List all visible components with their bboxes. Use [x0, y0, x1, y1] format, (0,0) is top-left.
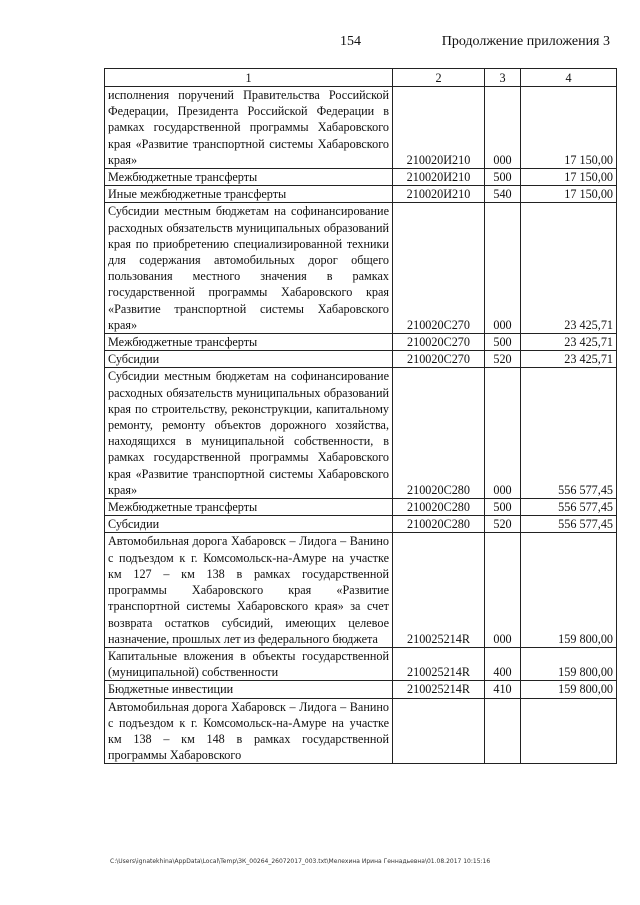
- table-row: [105, 516, 617, 533]
- row-type: 410: [485, 681, 521, 698]
- row-code: 210025214R: [393, 681, 485, 698]
- table-row: [105, 169, 617, 186]
- row-amount-empty: [521, 698, 617, 764]
- column-header: 3: [485, 69, 521, 87]
- row-type: 400: [485, 647, 521, 680]
- row-name: Автомобильная дорога Хабаровск – Лидога – Ванино с подъездом к г. Комсомольск-на-Амуре на участке км 138 – км 148 в рамках государственной программы Хабаровского: [105, 698, 393, 764]
- row-type: 000: [485, 87, 521, 169]
- row-code: 210020С270: [393, 351, 485, 368]
- row-code: 210020С280: [393, 368, 485, 499]
- row-type: 000: [485, 533, 521, 647]
- row-type: 000: [485, 368, 521, 499]
- row-type: 520: [485, 351, 521, 368]
- table-row: [105, 368, 617, 499]
- row-name: Субсидии местным бюджетам на софинансирование расходных обязательств муниципальных образований края по строительству, реконструкции, капитальному ремонту, ремонту объектов дорожного хозяйства, находящихся в муниципальной собственности, в рамках государственной программы Хабаровского края «Развитие транспортной системы Хабаровского края»: [105, 368, 393, 499]
- row-code: 210025214R: [393, 533, 485, 647]
- row-code: 210020И210: [393, 169, 485, 186]
- row-name: Иные межбюджетные трансферты: [105, 186, 393, 203]
- row-amount: 556 577,45: [521, 499, 617, 516]
- row-name: Межбюджетные трансферты: [105, 169, 393, 186]
- table-row: [105, 203, 617, 334]
- row-name: Межбюджетные трансферты: [105, 334, 393, 351]
- column-header: 2: [393, 69, 485, 87]
- row-code: 210020С280: [393, 499, 485, 516]
- row-name: Бюджетные инвестиции: [105, 681, 393, 698]
- row-type: 500: [485, 169, 521, 186]
- page-number: 154: [340, 34, 361, 49]
- column-header: 1: [105, 69, 393, 87]
- budget-table: [104, 68, 617, 764]
- row-code: 210020И210: [393, 186, 485, 203]
- table-row: [105, 647, 617, 680]
- table-row: [105, 499, 617, 516]
- table-row: [105, 533, 617, 647]
- row-amount: 17 150,00: [521, 87, 617, 169]
- row-amount: 556 577,45: [521, 368, 617, 499]
- row-type: 500: [485, 334, 521, 351]
- row-name: Межбюджетные трансферты: [105, 499, 393, 516]
- table-row-continued: [105, 698, 617, 764]
- row-type-empty: [485, 698, 521, 764]
- table-row: [105, 681, 617, 698]
- row-name: Субсидии: [105, 516, 393, 533]
- row-amount: 23 425,71: [521, 351, 617, 368]
- footer-file-path: C:\Users\ignatekhina\AppData\Local\Temp\ЗК_00264_26072017_003.txt\Мелехина Ирина Геннадьевна\01.08.2017 10:15:16: [110, 858, 491, 865]
- row-amount: 556 577,45: [521, 516, 617, 533]
- row-type: 520: [485, 516, 521, 533]
- row-amount: 159 800,00: [521, 647, 617, 680]
- table-row: [105, 334, 617, 351]
- row-code: 210020С270: [393, 203, 485, 334]
- row-amount: 159 800,00: [521, 533, 617, 647]
- row-code: 210025214R: [393, 647, 485, 680]
- row-code: 210020И210: [393, 87, 485, 169]
- table-row: [105, 87, 617, 169]
- row-type: 500: [485, 499, 521, 516]
- row-code-empty: [393, 698, 485, 764]
- row-amount: 17 150,00: [521, 169, 617, 186]
- continuation-title: Продолжение приложения 3: [441, 34, 610, 49]
- row-name: исполнения поручений Правительства Российской Федерации, Президента Российской Федерации в рамках государственной программы Хабаровского края «Развитие транспортной системы Хабаровского края»: [105, 87, 393, 169]
- row-name: Автомобильная дорога Хабаровск – Лидога – Ванино с подъездом к г. Комсомольск-на-Амуре на участке км 127 – км 138 в рамках государственной программы Хабаровского края «Развитие транспортной системы Хабаровского края» за счет возврата остатков субсидий, имеющих целевое назначение, прошлых лет из федерального бюджета: [105, 533, 393, 647]
- row-amount: 23 425,71: [521, 334, 617, 351]
- row-type: 000: [485, 203, 521, 334]
- table-row: [105, 351, 617, 368]
- row-type: 540: [485, 186, 521, 203]
- column-header: 4: [521, 69, 617, 87]
- row-name: Капитальные вложения в объекты государственной (муниципальной) собственности: [105, 647, 393, 680]
- row-amount: 159 800,00: [521, 681, 617, 698]
- table-body: [105, 87, 617, 764]
- table-row: [105, 186, 617, 203]
- row-amount: 23 425,71: [521, 203, 617, 334]
- row-name: Субсидии: [105, 351, 393, 368]
- column-header-row: [105, 69, 617, 87]
- row-code: 210020С270: [393, 334, 485, 351]
- row-amount: 17 150,00: [521, 186, 617, 203]
- row-code: 210020С280: [393, 516, 485, 533]
- row-name: Субсидии местным бюджетам на софинансирование расходных обязательств муниципальных образований края по приобретению специализированной техники для содержания автомобильных дорог общего пользования местного значения в рамках государственной программы Хабаровского края «Развитие транспортной системы Хабаровского края»: [105, 203, 393, 334]
